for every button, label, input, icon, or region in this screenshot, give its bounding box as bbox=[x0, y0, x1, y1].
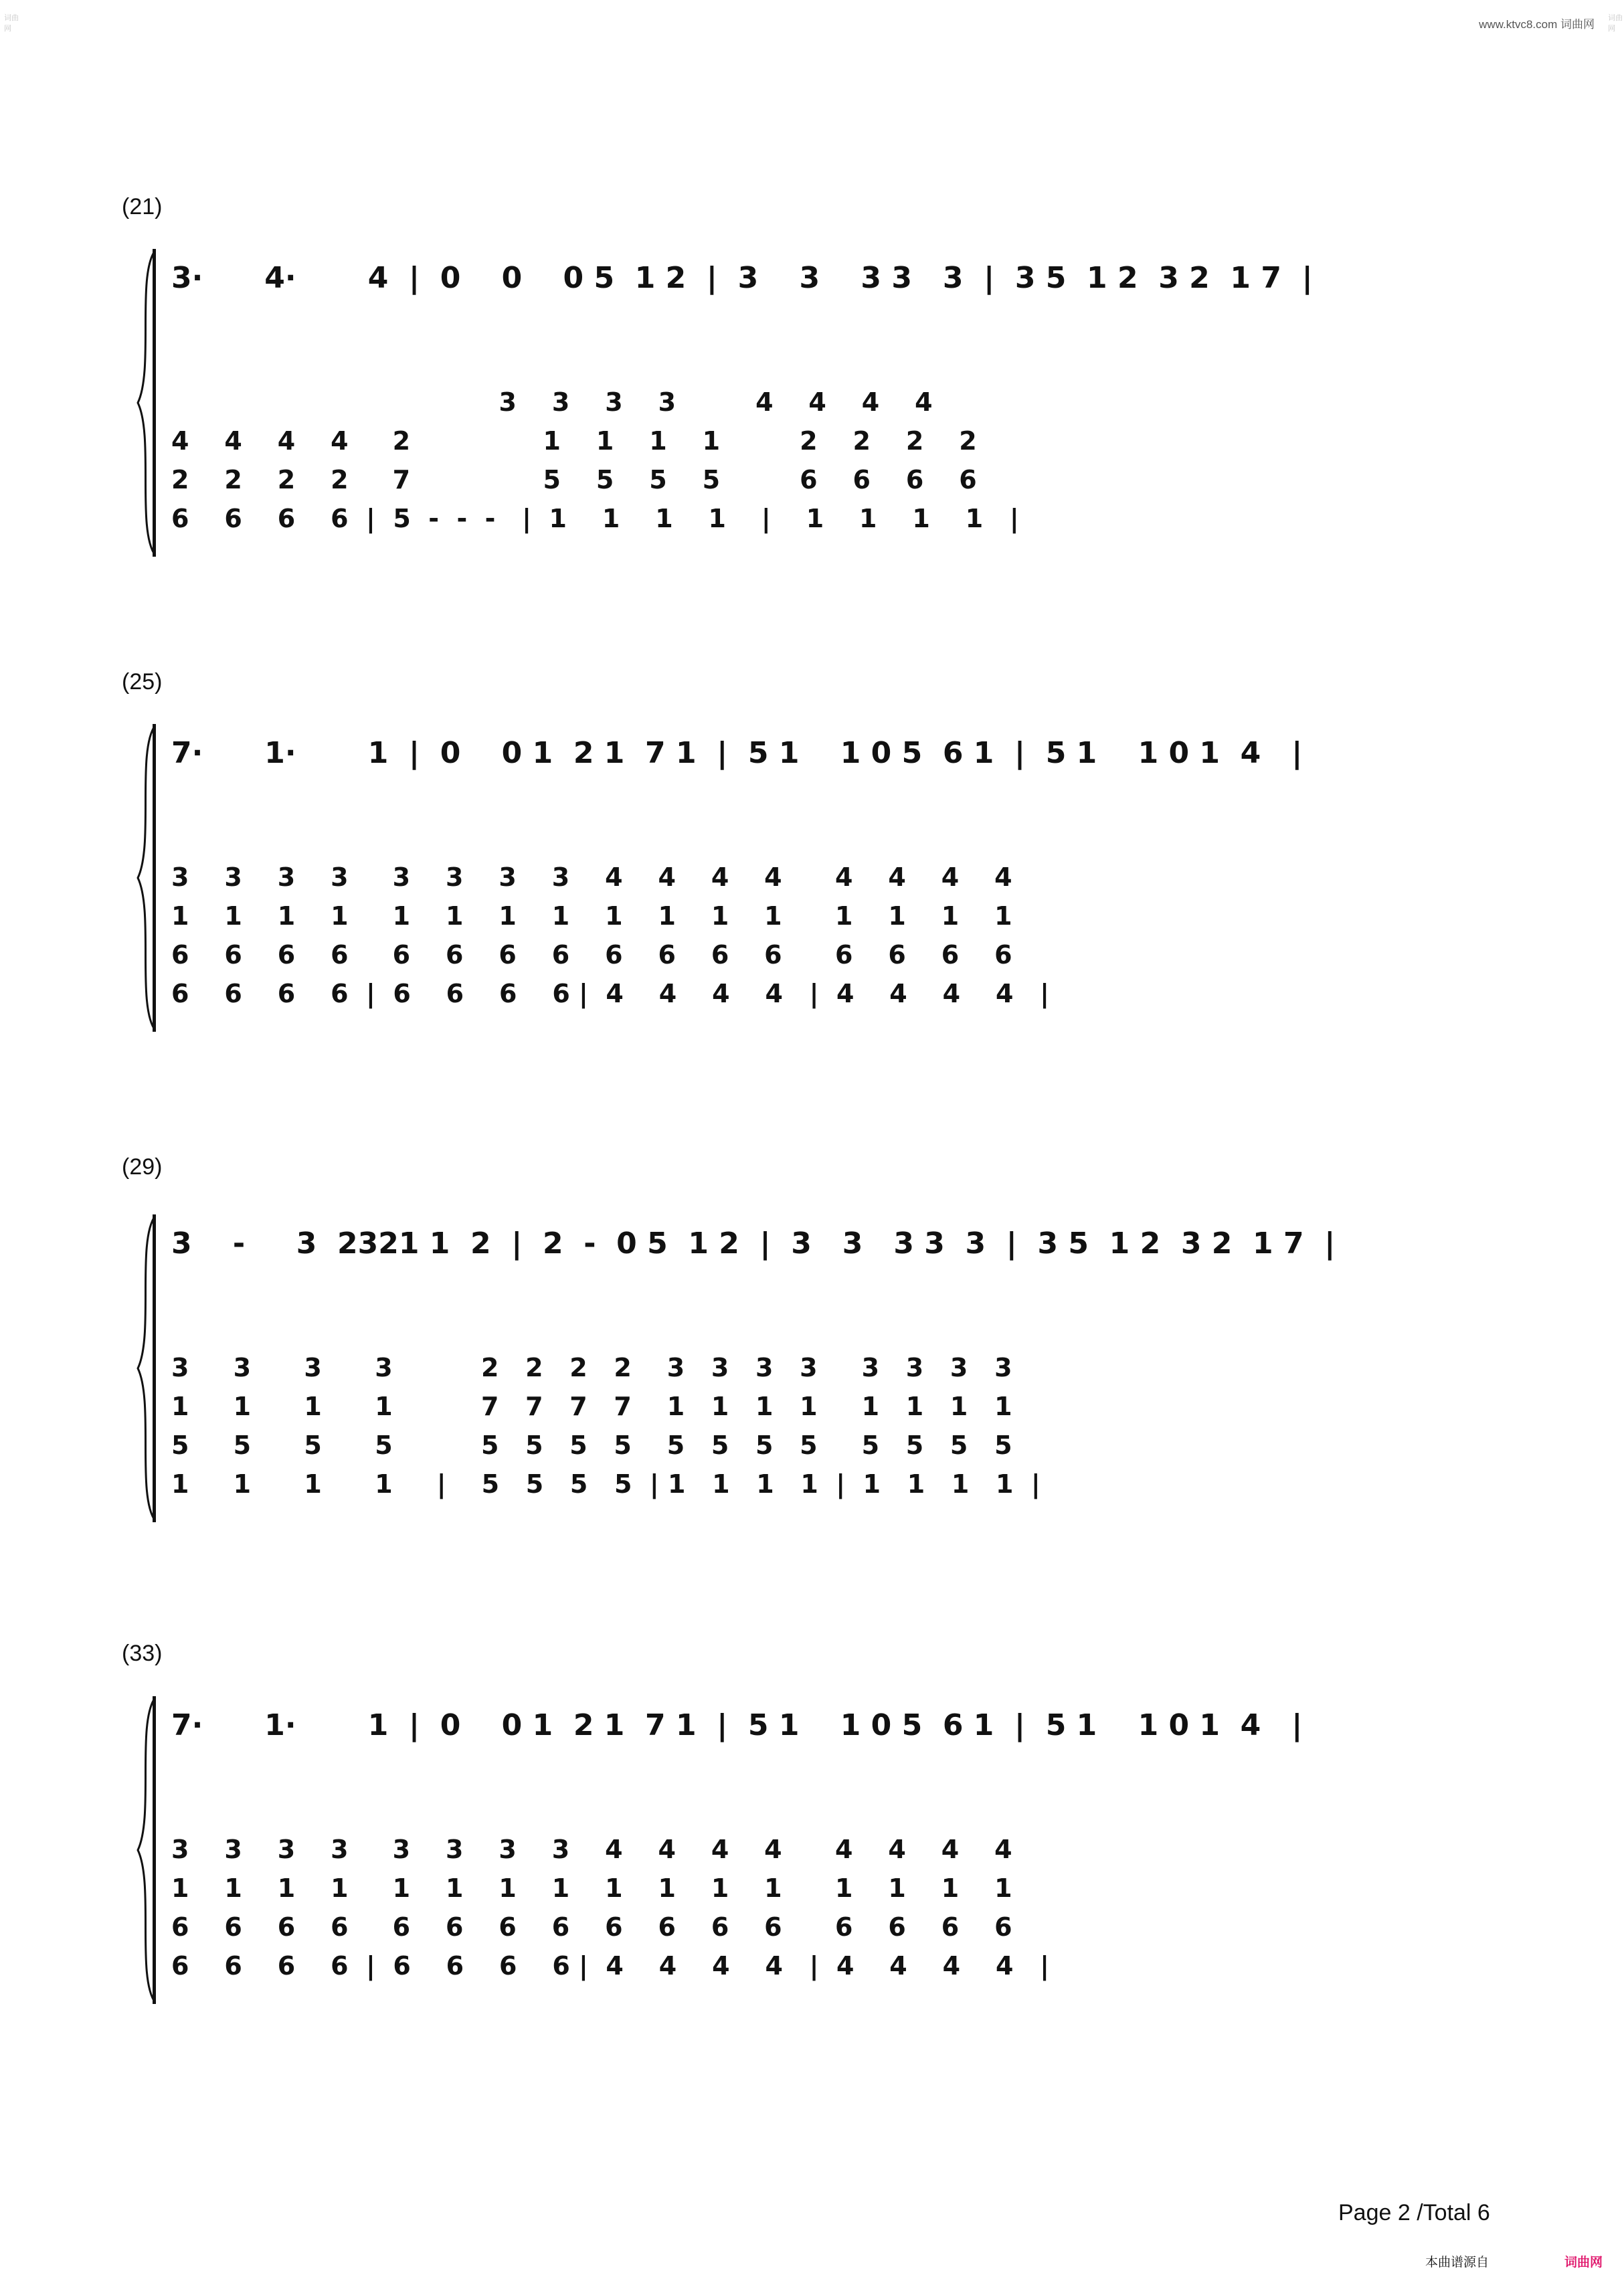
source-label: 本曲谱源自 bbox=[1425, 2256, 1490, 2270]
left-hand-chord-line-4: 6 6 6 6 | 5 - - - | 1 1 1 1 | 1 1 1 1 | bbox=[171, 504, 1019, 533]
right-hand-line: 7· 1· 1 | 0 0 1 2 1 7 1 | 5 1 1 0 5 6 1 | 5 1 1 0 1 4 | bbox=[171, 1708, 1303, 1742]
right-hand-line: 3· 4· 4 | 0 0 0 5 1 2 | 3 3 3 3 3 | 3 5 1 2 3 2 1 7 | bbox=[171, 261, 1313, 295]
left-hand-chord-line-4: 6 6 6 6 | 6 6 6 6 | 4 4 4 4 | 4 4 4 4 | bbox=[171, 1951, 1050, 1981]
left-hand-chord-line-2: 1 1 1 1 7 7 7 7 1 1 1 1 1 1 1 1 bbox=[171, 1392, 1012, 1421]
left-hand-chord-line-4: 6 6 6 6 | 6 6 6 6 | 4 4 4 4 | 4 4 4 4 | bbox=[171, 979, 1050, 1008]
left-hand-chord-line-1: 3 3 3 3 4 4 4 4 bbox=[171, 387, 933, 417]
left-watermark: 词曲网 bbox=[4, 14, 19, 33]
left-hand-chord-line-1: 3 3 3 3 2 2 2 2 3 3 3 3 3 3 3 3 bbox=[171, 1353, 1012, 1382]
left-hand-chord-line-4: 1 1 1 1 | 5 5 5 5 | 1 1 1 1 | 1 1 1 1 | bbox=[171, 1469, 1041, 1499]
system-3 bbox=[131, 1214, 1500, 1522]
system-1 bbox=[131, 249, 1500, 557]
system-4 bbox=[131, 1696, 1500, 2004]
system-line bbox=[153, 724, 156, 1032]
page-indicator: Page 2 /Total 6 bbox=[1338, 2200, 1490, 2225]
system-line bbox=[153, 249, 156, 557]
left-hand-chord-line-3: 6 6 6 6 6 6 6 6 6 6 6 6 6 6 6 6 bbox=[171, 940, 1012, 970]
left-hand-chord-line-1: 3 3 3 3 3 3 3 3 4 4 4 4 4 4 4 4 bbox=[171, 1835, 1012, 1864]
system-2 bbox=[131, 724, 1500, 1032]
right-watermark: 词曲网 bbox=[1608, 14, 1623, 33]
left-hand-chord-line-2: 1 1 1 1 1 1 1 1 1 1 1 1 1 1 1 1 bbox=[171, 1874, 1012, 1903]
measure-number-33: (33) bbox=[122, 1641, 163, 1666]
right-watermark-strip bbox=[1604, 0, 1624, 2283]
left-hand-chord-line-1: 3 3 3 3 3 3 3 3 4 4 4 4 4 4 4 4 bbox=[171, 862, 1012, 892]
left-hand-chord-line-3: 5 5 5 5 5 5 5 5 5 5 5 5 5 5 5 5 bbox=[171, 1431, 1012, 1460]
system-line bbox=[153, 1696, 156, 2004]
measure-number-29: (29) bbox=[122, 1154, 163, 1180]
source-brand: 词曲网 bbox=[1564, 2256, 1603, 2270]
left-hand-chord-line-3: 2 2 2 2 7 5 5 5 5 6 6 6 6 bbox=[171, 465, 977, 494]
site-url: www.ktvc8.com 词曲网 bbox=[1479, 18, 1595, 31]
left-hand-chord-line-3: 6 6 6 6 6 6 6 6 6 6 6 6 6 6 6 6 bbox=[171, 1912, 1012, 1942]
left-watermark-strip bbox=[0, 0, 20, 2283]
measure-number-21: (21) bbox=[122, 194, 163, 219]
left-hand-chord-line-2: 1 1 1 1 1 1 1 1 1 1 1 1 1 1 1 1 bbox=[171, 901, 1012, 931]
right-hand-line: 7· 1· 1 | 0 0 1 2 1 7 1 | 5 1 1 0 5 6 1 | 5 1 1 0 1 4 | bbox=[171, 736, 1303, 770]
right-hand-line: 3 - 3 2321 1 2 | 2 - 0 5 1 2 | 3 3 3 3 3 | 3 5 1 2 3 2 1 7 | bbox=[171, 1226, 1336, 1261]
left-hand-chord-line-2: 4 4 4 4 2 1 1 1 1 2 2 2 2 bbox=[171, 426, 977, 456]
measure-number-25: (25) bbox=[122, 669, 163, 695]
system-line bbox=[153, 1214, 156, 1522]
